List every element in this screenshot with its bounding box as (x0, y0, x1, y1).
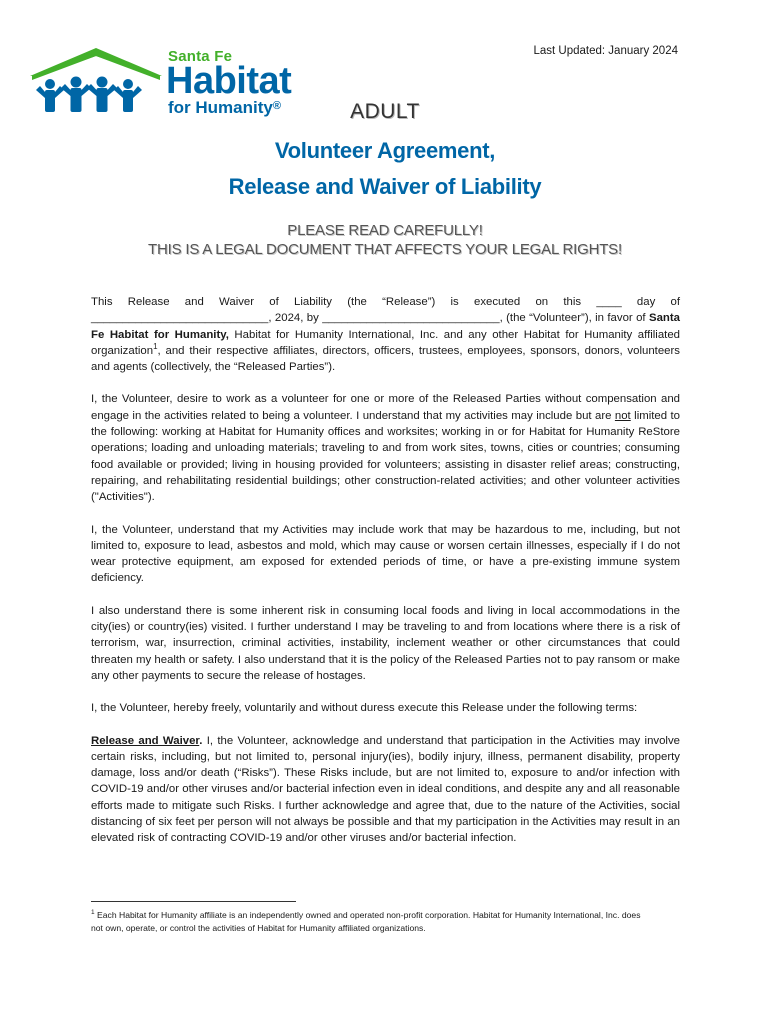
p2-text-b: limited to the following: working at Habitat for Humanity offices and worksites; working in or for Habitat for Humanity ReStore operations; loading and unloading materials; traveling to and from work sites, towns, cities or countries; consuming food available or provided; living in housing provided for volunteers; assisting in disaster relief areas; constructing, repairing, and rehabilitating residential buildings; other construction-related activities; and other volunteer activities ("Activities"). (91, 409, 680, 504)
paragraph-release-waiver (91, 733, 680, 847)
p2-underline-not: not (614, 409, 631, 422)
logo-santa-fe: Santa Fe (168, 48, 233, 65)
title-line-1: Volunteer Agreement, (274, 138, 496, 163)
p1-text-a: This Release and Waiver of Liability (the “Release”) is executed on this ____ day of ____________________________, 2024, by ____________________________, (the “Volunteer”), in favor of (91, 296, 680, 325)
warning-line-1: PLEASE READ CAREFULLY! (287, 222, 483, 239)
warning-line-2: THIS IS A LEGAL DOCUMENT THAT AFFECTS YOUR LEGAL RIGHTS! (148, 241, 622, 258)
footnote (91, 906, 651, 936)
paragraph-release-intro (91, 294, 680, 375)
p2-text-a: I, the Volunteer, desire to work as a volunteer for one or more of the Released Parties without compensation and engage in the activities related to being a volunteer. I understand that my activities may include but are (91, 393, 680, 422)
footnote-text: Each Habitat for Humanity affiliate is an independently owned and operated non-profit corporation. Habitat for Humanity International, Inc. does not own, operate, or control the activities of Habitat for Humanity affiliated organizations. (91, 909, 641, 934)
paragraph-hazards: I, the Volunteer, understand that my Activities may include work that may be hazardous to me, including, but not limited to, exposure to lead, asbestos and mold, which may cause or worsen certain illnesses, especially if I do not wear protective equipment, am exposed for extended periods of time, or have a pre-existing immune system deficiency. (91, 523, 680, 585)
release-waiver-period: . (199, 734, 203, 747)
heading-adult: ADULT (350, 100, 420, 123)
last-updated: Last Updated: January 2024 (533, 45, 678, 57)
logo-habitat: Habitat (166, 60, 292, 102)
p1-text-c: , and their respective affiliates, directors, officers, trustees, employees, sponsors, donors, volunteers and agents (collectively, the “Released Parties”). (91, 344, 680, 374)
p1-text-b: Habitat for Humanity International, Inc. and any other Habitat for Humanity affiliated organization (91, 328, 680, 357)
logo-for-humanity-text: for Humanity (168, 98, 273, 117)
paragraph-activities (91, 391, 680, 505)
title-line-2: Release and Waiver of Liability (228, 174, 542, 199)
registered-mark: ® (272, 100, 281, 112)
footnote-divider (91, 901, 296, 902)
paragraph-travel-risk: I also understand there is some inherent risk in consuming local foods and living in local accommodations in the city(ies) or country(ies) visited. I further understand I may be traveling to and from locations where there is a risk of terrorism, war, insurrection, criminal activities, instability, inclement weather or other circumstances that could threaten my health or safety. I also understand that it is the policy of the Released Parties not to pay ransom or make any other payments to secure the release of hostages. (91, 604, 680, 682)
p1-bold-org: Santa Fe Habitat for Humanity, (91, 312, 680, 341)
document-body (91, 294, 680, 863)
release-waiver-heading: Release and Waiver (91, 734, 200, 747)
paragraph-terms-intro: I, the Volunteer, hereby freely, voluntarily and without duress execute this Release under the following terms: (91, 702, 638, 715)
footnote-marker: 1 (91, 909, 95, 916)
release-waiver-text: I, the Volunteer, acknowledge and understand that participation in the Activities may involve certain risks, including, but not limited to, personal injury(ies), bodily injury, illness, permanent disability, property damage, loss and/or death (“Risks”). These Risks include, but are not limited to, exposure to and/or infection with COVID-19 and/or other viruses and/or bacterial infection even in ideal conditions, and despite any and all reasonable efforts made to mitigate such Risks. I further acknowledge and agree that, due to the nature of the Activities, social distancing of six feet per person will not always be possible and that my participation in the Activities may result in an elevated risk of contracting COVID-19 and/or other viruses and/or bacterial infection. (91, 734, 680, 845)
footnote-ref: 1 (153, 342, 158, 352)
